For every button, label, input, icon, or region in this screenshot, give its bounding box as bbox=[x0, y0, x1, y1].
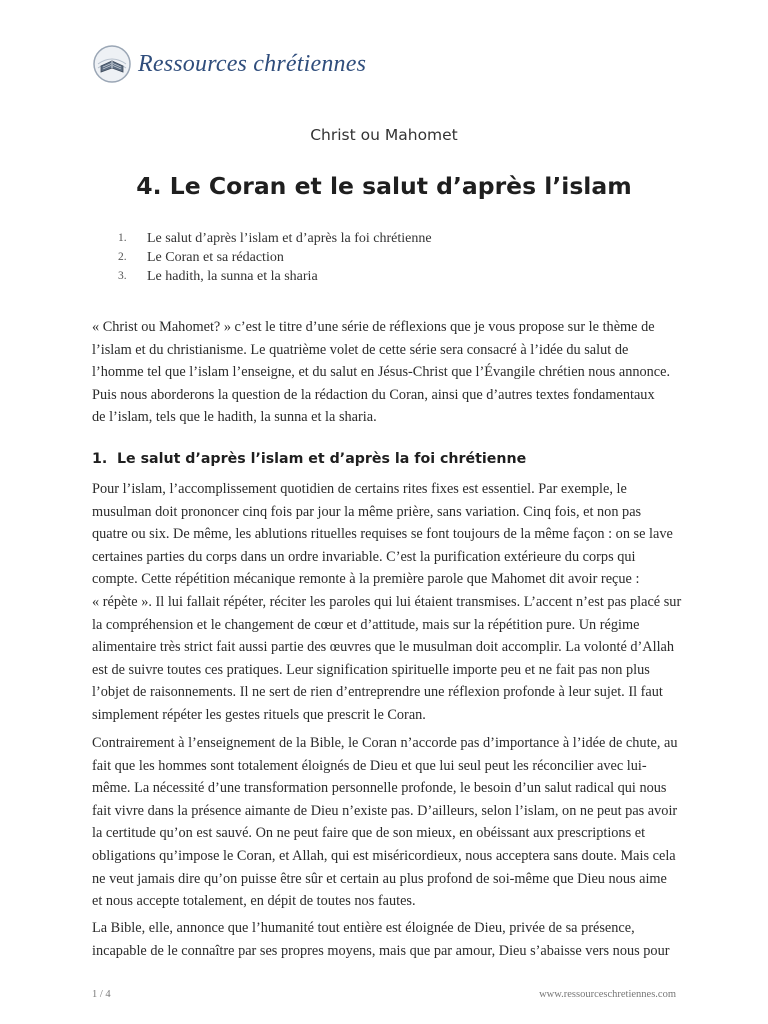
text-line: alimentaire très strict fait aussi partie des œuvres que le musulman doit accomplir. La volonté d’Allah bbox=[92, 639, 675, 656]
text-line: ne veut jamais dire qu’on puisse être sûr et certain au plus profond de soi-même que Dieu nous aime bbox=[92, 870, 667, 887]
text-line: certaines parties du corps dans un ordre invariable. C’est la purification extérieure du corps qui bbox=[92, 548, 636, 565]
paragraph-1 bbox=[92, 478, 682, 727]
book-globe-icon bbox=[92, 44, 132, 84]
text-line: est de suivre toutes ces pratiques. Leur signification spirituelle importe peu et ne fait pas non plus bbox=[92, 661, 650, 678]
toc-item[interactable] bbox=[118, 248, 432, 267]
text-line: et nous accepte totalement, en dépit de toutes nos fautes. bbox=[92, 893, 416, 910]
page-number: 1 / 4 bbox=[92, 989, 111, 1000]
page-title: 4. Le Coran et le salut d’après l’islam bbox=[136, 172, 632, 200]
text-line: la compréhension et le changement de cœur et d’attitude, mais sur la répétition pure. Un régime bbox=[92, 616, 640, 633]
intro-paragraph bbox=[92, 316, 672, 429]
text-line: de l’islam, tels que le hadith, la sunna et la sharia. bbox=[92, 409, 377, 426]
text-line: même. La nécessité d’une transformation personnelle profonde, le besoin d’un salut radical qui nous bbox=[92, 780, 667, 797]
footer-url[interactable]: www.ressourceschretiennes.com bbox=[539, 989, 676, 1000]
series-title: Christ ou Mahomet bbox=[310, 126, 458, 144]
site-logo[interactable] bbox=[92, 42, 366, 86]
text-line: compte. Cette répétition mécanique remonte à la première parole que Mahomet dit avoir reçue : bbox=[92, 571, 640, 588]
toc-item-label: Le salut d’après l’islam et d’après la foi chrétienne bbox=[147, 231, 432, 246]
section-number: 1. bbox=[92, 451, 108, 467]
section-heading bbox=[92, 451, 526, 467]
text-line: l’islam et du christianisme. Le quatrième volet de cette série sera consacré à l’idée du salut de bbox=[92, 341, 629, 358]
text-line: fait que les hommes sont totalement éloignés de Dieu et que lui seul peut les réconcilier avec lui- bbox=[92, 757, 647, 774]
toc-item-number: 2. bbox=[118, 251, 127, 263]
text-line: simplement répéter les gestes rituels que prescrit le Coran. bbox=[92, 706, 426, 723]
text-line: « Christ ou Mahomet? » c’est le titre d’une série de réflexions que je vous propose sur le thème de bbox=[92, 319, 655, 335]
toc-item-number: 1. bbox=[118, 232, 127, 244]
text-line: la certitude qu’on est sauvé. On ne peut faire que de son mieux, en obéissant aux prescriptions et bbox=[92, 825, 646, 842]
text-line: incapable de le connaître par ses propres moyens, mais que par amour, Dieu s’abaisse vers nous pour bbox=[92, 942, 670, 959]
toc-item[interactable] bbox=[118, 229, 432, 248]
text-line: l’homme tel que l’islam l’enseigne, et du salut en Jésus-Christ que l’Évangile chrétien nous annonce. bbox=[92, 364, 671, 381]
paragraph-3 bbox=[92, 917, 672, 962]
text-line: Pour l’islam, l’accomplissement quotidien de certains rites fixes est essentiel. Par exemple, le bbox=[92, 481, 627, 497]
text-line: obligations qu’impose le Coran, et Allah, qui est miséricordieux, nous acceptera sans doute. Mais cela bbox=[92, 847, 676, 864]
toc-item-number: 3. bbox=[118, 270, 127, 282]
text-line: fait vivre dans la présence aimante de Dieu n’existe pas. D’ailleurs, selon l’islam, on ne peut pas avoir bbox=[92, 802, 678, 819]
text-line: Contrairement à l’enseignement de la Bible, le Coran n’accorde pas d’importance à l’idée de chute, au bbox=[92, 735, 678, 751]
toc-item-label: Le Coran et sa rédaction bbox=[147, 250, 284, 265]
text-line: musulman doit prononcer cinq fois par jour la même prière, sans variation. Cinq fois, et non pas bbox=[92, 503, 642, 520]
text-line: quatre ou six. De même, les ablutions rituelles requises se font toujours de la même façon : on se lave bbox=[92, 526, 673, 543]
toc-item-label: Le hadith, la sunna et la sharia bbox=[147, 269, 318, 284]
site-name: Ressources chrétiennes bbox=[138, 50, 367, 77]
paragraph-2 bbox=[92, 732, 678, 913]
toc-item[interactable] bbox=[118, 267, 432, 286]
table-of-contents bbox=[118, 229, 432, 286]
section-title: Le salut d’après l’islam et d’après la foi chrétienne bbox=[117, 451, 527, 467]
text-line: Puis nous aborderons la question de la rédaction du Coran, ainsi que d’autres textes fondamentaux bbox=[92, 386, 655, 403]
text-line: l’objet de raisonnements. Il ne sert de rien d’entreprendre une réflexion profonde à leur sujet. Il faut bbox=[92, 684, 663, 701]
text-line: « répète ». Il lui fallait répéter, réciter les paroles qui lui étaient transmises. L’accent n’est pas placé sur bbox=[92, 593, 682, 610]
text-line: La Bible, elle, annonce que l’humanité tout entière est éloignée de Dieu, privée de sa présence, bbox=[92, 920, 635, 936]
